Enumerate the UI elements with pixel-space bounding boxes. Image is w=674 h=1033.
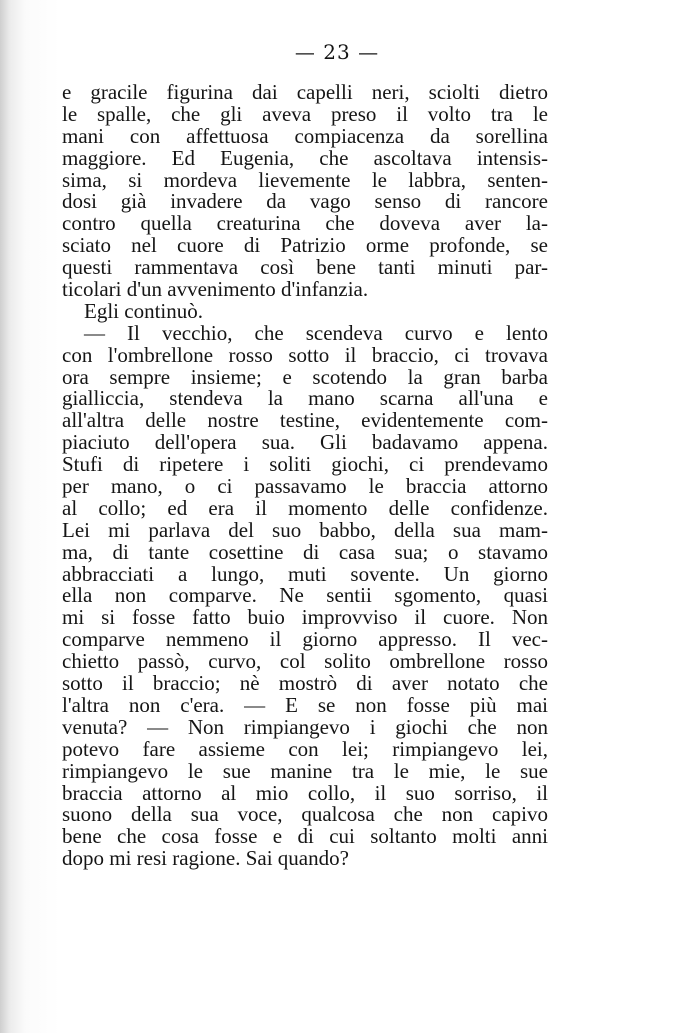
text-line: questi rammentava così bene tanti minuti par-	[62, 255, 548, 280]
text-line: al collo; ed era il momento delle confidenze.	[62, 495, 548, 520]
text-line: contro quella creaturina che doveva aver la-	[62, 211, 548, 236]
text-line: Egli continuò.	[84, 298, 203, 323]
text-line: Lei mi parlava del suo babbo, della sua mam-	[62, 517, 548, 542]
text-line: le spalle, che gli aveva preso il volto tra le	[62, 101, 548, 126]
text-line: per mano, o ci passavamo le braccia attorno	[62, 474, 548, 499]
text-line: sotto il braccio; nè mostrò di aver notato che	[62, 671, 548, 696]
text-line: maggiore. Ed Eugenia, che ascoltava intensis-	[62, 145, 548, 170]
text-line: con l'ombrellone rosso sotto il braccio, ci trovava	[62, 342, 548, 367]
text-line: braccia attorno al mio collo, il suo sorriso, il	[62, 780, 548, 805]
text-line: dopo mi resi ragione. Sai quando?	[62, 846, 349, 871]
text-line: rimpiangevo le sue manine tra le mie, le sue	[62, 758, 548, 783]
text-line: — Il vecchio, che scendeva curvo e lento	[84, 320, 548, 345]
text-line: all'altra delle nostre testine, evidentemente com-	[62, 408, 548, 433]
text-line: sima, si mordeva lievemente le labbra, senten-	[62, 167, 548, 192]
text-line: venuta? — Non rimpiangevo i giochi che non	[62, 714, 548, 739]
text-line: bene che cosa fosse e di cui soltanto molti anni	[62, 824, 548, 849]
text-line: mi si fosse fatto buio improvviso il cuore. Non	[62, 605, 548, 630]
text-line: dosi già invadere da vago senso di rancore	[62, 189, 548, 214]
text-line: ella non comparve. Ne sentii sgomento, quasi	[62, 583, 548, 608]
text-line: Stufi di ripetere i soliti giochi, ci prendevamo	[62, 452, 548, 477]
text-line: ma, di tante cosettine di casa sua; o stavamo	[62, 539, 548, 564]
text-line: l'altra non c'era. — E se non fosse più mai	[62, 692, 548, 717]
text-line: abbracciati a lungo, muti sovente. Un giorno	[62, 561, 548, 586]
text-line: comparve nemmeno il giorno appresso. Il vec-	[62, 627, 548, 652]
page-number: — 23 —	[294, 40, 380, 64]
text-line: potevo fare assieme con lei; rimpiangevo lei,	[62, 736, 548, 761]
text-line: gialliccia, stendeva la mano scarna all'una e	[62, 386, 548, 411]
text-line: e gracile figurina dai capelli neri, sciolti dietro	[62, 80, 548, 104]
text-line: sciato nel cuore di Patrizio orme profonde, se	[62, 233, 548, 258]
body-text	[62, 82, 548, 870]
text-line: chietto passò, curvo, col solito ombrellone rosso	[62, 649, 548, 674]
text-line: ora sempre insieme; e scotendo la gran barba	[62, 364, 548, 389]
text-line: ticolari d'un avvenimento d'infanzia.	[62, 277, 369, 302]
text-line: suono della sua voce, qualcosa che non capivo	[62, 802, 548, 827]
text-line: mani con affettuosa compiacenza da sorellina	[62, 123, 548, 148]
text-line: piaciuto dell'opera sua. Gli badavamo appena.	[62, 430, 548, 455]
